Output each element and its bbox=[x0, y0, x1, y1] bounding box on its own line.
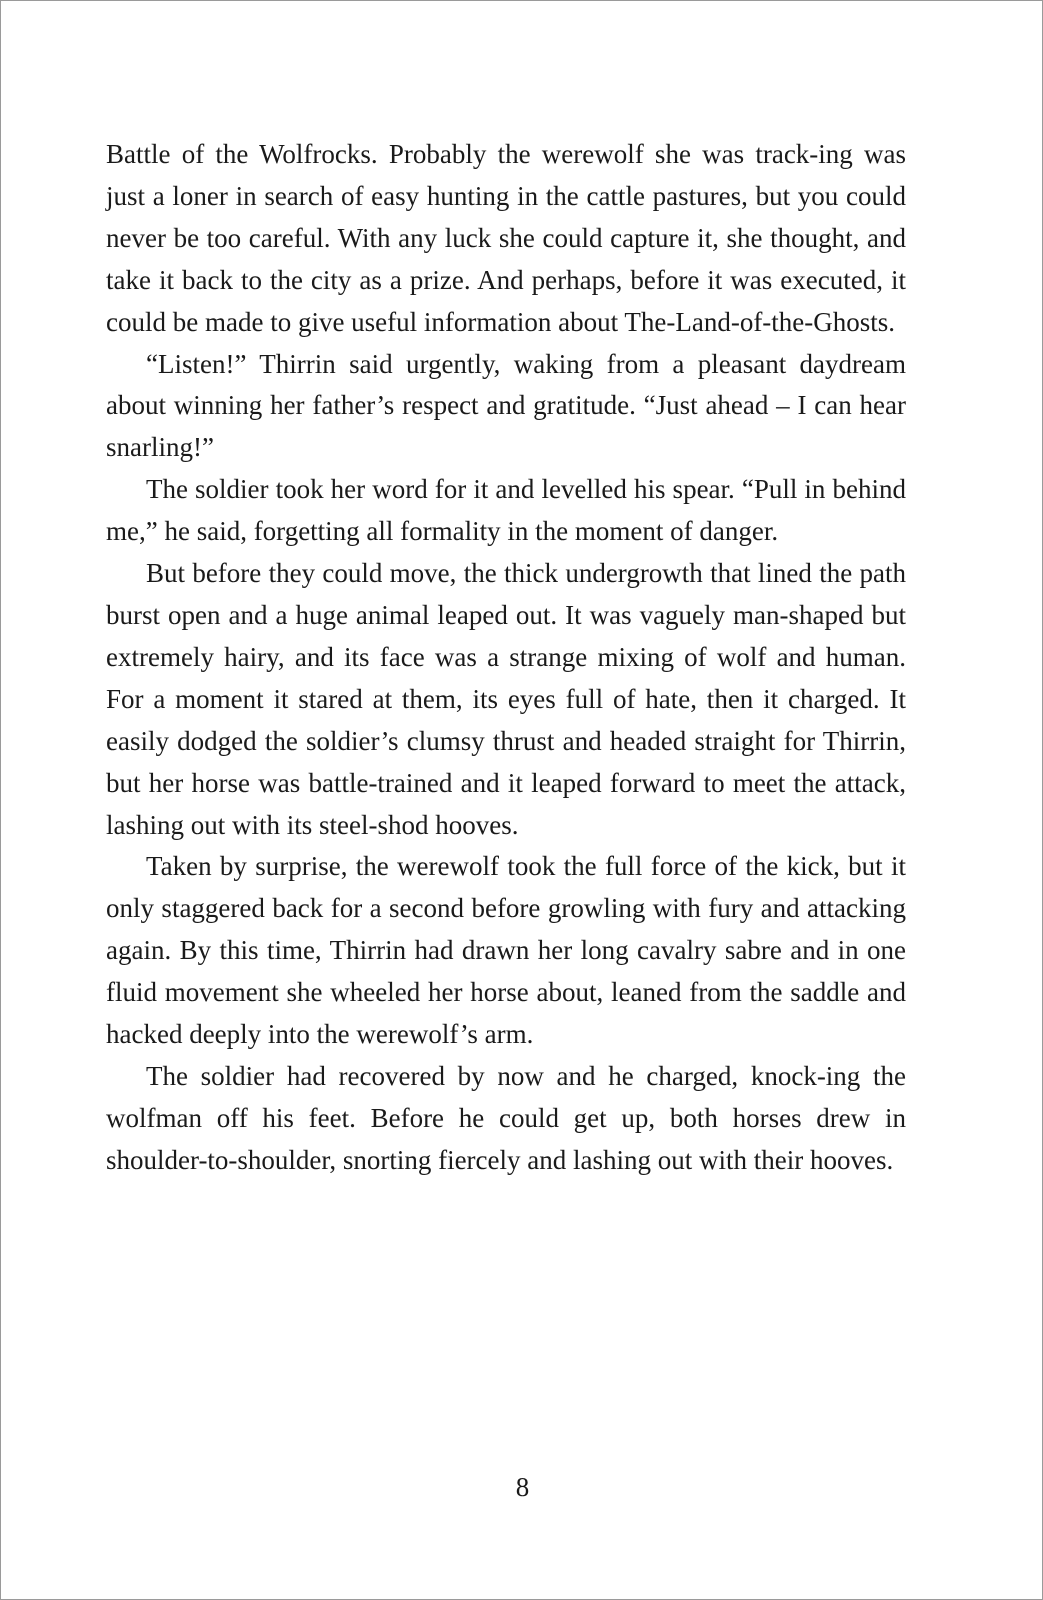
paragraph-1: Battle of the Wolfrocks. Probably the werewolf she was track-ing was just a loner in search of easy hunting in the cattle pastures, but you could never be too careful. With any luck she could capture it, she thought, and take it back to the city as a prize. And perhaps, before it was executed, it could be made to give useful information about The-Land-of-the-Ghosts. bbox=[106, 139, 906, 337]
body-text bbox=[106, 134, 906, 1182]
paragraph-3: The soldier took her word for it and levelled his spear. “Pull in behind me,” he said, forgetting all formality in the moment of danger. bbox=[106, 474, 906, 547]
page-number: 8 bbox=[515, 1472, 530, 1502]
paragraph-4: But before they could move, the thick undergrowth that lined the path burst open and a huge animal leaped out. It was vaguely man-shaped but extremely hairy, and its face was a strange mixing of wolf and human. For a moment it stared at them, its eyes full of hate, then it charged. It easily dodged the soldier’s clumsy thrust and headed straight for Thirrin, but her horse was battle-trained and it leaped forward to meet the attack, lashing out with its steel-shod hooves. bbox=[106, 558, 906, 840]
paragraph-6: The soldier had recovered by now and he charged, knock-ing the wolfman off his feet. Before he could get up, both horses drew in shoulder-to-shoulder, snorting fiercely and lashing out with their hooves. bbox=[106, 1060, 906, 1175]
paragraph-5: Taken by surprise, the werewolf took the full force of the kick, but it only staggered back for a second before growling with fury and attacking again. By this time, Thirrin had drawn her long cavalry sabre and in one fluid movement she wheeled her horse about, leaned from the saddle and hacked deeply into the werewolf’s arm. bbox=[106, 851, 906, 1050]
paragraph-2: “Listen!” Thirrin said urgently, waking from a pleasant daydream about winning her father’s respect and gratitude. “Just ahead – I can hear snarling!” bbox=[106, 348, 906, 463]
